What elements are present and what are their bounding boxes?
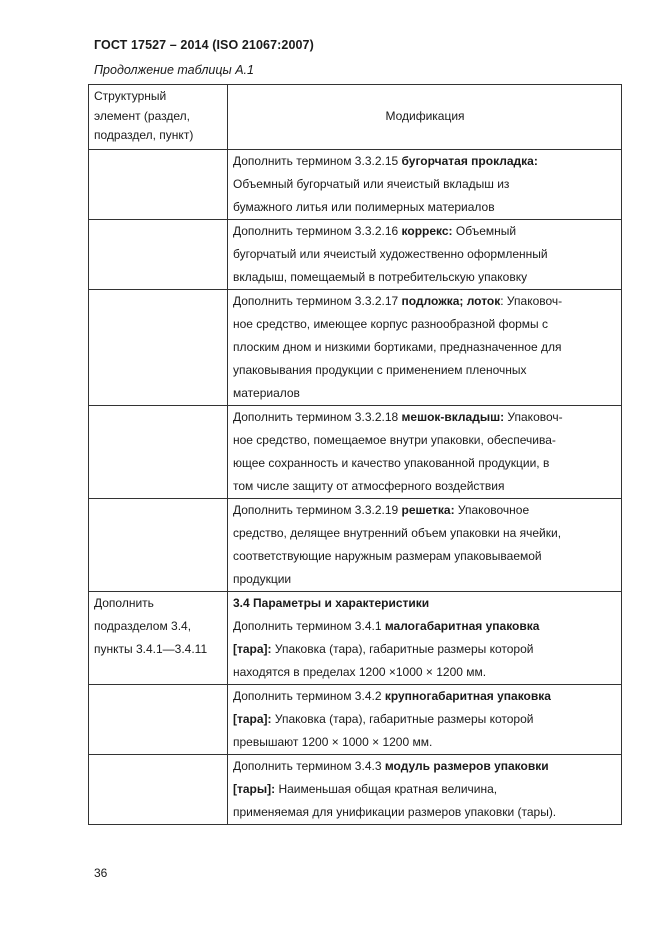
structural-element-cell — [89, 219, 228, 289]
modification-cell — [228, 405, 622, 498]
modification-line — [233, 359, 617, 382]
modification-line — [233, 290, 617, 313]
modification-line — [233, 452, 617, 475]
modification-line — [233, 545, 617, 568]
column-header-line: элемент (раздел, — [94, 108, 190, 123]
table-row — [89, 754, 622, 824]
modification-text: Упаковочное — [454, 502, 530, 517]
modification-line — [233, 429, 617, 452]
modification-text: плоским дном и низкими бортиками, предназначенное для — [233, 339, 562, 354]
table-header-row — [89, 85, 622, 150]
structural-element-line: подразделом 3.4, — [94, 618, 192, 633]
term-name: крупногабаритная упаковка — [384, 688, 551, 703]
modification-text: Упаковка (тара), габаритные размеры которой — [271, 711, 534, 726]
modification-cell — [228, 149, 622, 219]
structural-element-line: Дополнить — [94, 595, 154, 610]
column-header-modification: Модификация — [228, 85, 622, 150]
modification-line — [233, 708, 617, 731]
table-row — [89, 149, 622, 219]
table-caption: Продолжение таблицы А.1 — [94, 63, 254, 77]
term-name: [тара]: — [233, 711, 272, 726]
modification-text: : Упаковоч- — [500, 293, 563, 308]
column-header-line: подраздел, пункт) — [94, 128, 194, 142]
term-name: малогабаритная упаковка — [384, 618, 540, 633]
modification-line — [233, 336, 617, 359]
modification-line — [233, 150, 617, 173]
modification-line — [233, 243, 617, 266]
modification-text: бумажного литья или полимерных материалов — [233, 199, 495, 214]
structural-element-cell — [89, 149, 228, 219]
modification-line — [233, 382, 617, 405]
modification-line — [233, 196, 617, 219]
term-name: [тары]: — [233, 781, 276, 796]
structural-element-cell — [89, 591, 228, 684]
modification-text: Упаковка (тара), габаритные размеры которой — [271, 641, 534, 656]
modification-cell — [228, 498, 622, 591]
modification-text: Дополнить термином 3.3.2.16 — [233, 223, 402, 238]
table-row — [89, 289, 622, 405]
page-number: 36 — [94, 866, 108, 880]
modification-line — [233, 313, 617, 336]
modification-text: Дополнить термином 3.4.3 — [233, 758, 385, 773]
document-header: ГОСТ 17527 – 2014 (ISO 21067:2007) — [94, 38, 314, 52]
table-row — [89, 498, 622, 591]
modification-text: ющее сохранность и качество упакованной продукции, в — [233, 455, 550, 470]
modification-cell — [228, 591, 622, 684]
modification-text: Дополнить термином 3.3.2.15 — [233, 153, 402, 168]
term-name: бугорчатая прокладка: — [401, 153, 538, 168]
structural-element-cell — [89, 754, 228, 824]
modification-line — [233, 685, 617, 708]
modification-line — [233, 638, 617, 661]
structural-element-cell — [89, 405, 228, 498]
modification-line — [233, 592, 617, 615]
modification-line — [233, 731, 617, 754]
modification-text: упаковывания продукции с применением пленочных — [233, 362, 527, 377]
term-name: коррекс: — [401, 223, 453, 238]
structural-element-cell — [89, 498, 228, 591]
table-row — [89, 219, 622, 289]
modification-text: материалов — [233, 385, 300, 400]
modification-text: том числе защиту от атмосферного воздействия — [233, 478, 505, 493]
term-name: 3.4 Параметры и характеристики — [233, 595, 430, 610]
modification-line — [233, 522, 617, 545]
modification-line — [233, 406, 617, 429]
modification-text: соответствующие наружным размерам упаковываемой — [233, 548, 542, 563]
modification-text: Объемный бугорчатый или ячеистый вкладыш из — [233, 176, 510, 191]
modification-line — [233, 615, 617, 638]
term-name: мешок-вкладыш: — [401, 409, 505, 424]
modification-text: бугорчатый или ячеистый художественно оформленный — [233, 246, 548, 261]
modification-text: превышают 1200 × 1000 × 1200 мм. — [233, 734, 433, 749]
modification-line — [233, 475, 617, 498]
table-row — [89, 405, 622, 498]
term-name: подложка; лоток — [401, 293, 501, 308]
modification-line — [233, 801, 617, 824]
modification-text: продукции — [233, 571, 292, 586]
column-header-line: Структурный — [94, 89, 167, 103]
structural-element-line: пункты 3.4.1—3.4.11 — [94, 641, 208, 656]
table-row — [89, 591, 622, 684]
table-body — [89, 149, 622, 824]
modification-line — [233, 499, 617, 522]
modification-table — [88, 84, 622, 825]
modification-text: Дополнить термином 3.3.2.19 — [233, 502, 402, 517]
modification-line — [233, 266, 617, 289]
modification-text: ное средство, помещаемое внутри упаковки, обеспечива- — [233, 432, 556, 447]
modification-cell — [228, 219, 622, 289]
modification-text: Дополнить термином 3.3.2.17 — [233, 293, 402, 308]
modification-text: применяемая для унификации размеров упаковки (тары). — [233, 804, 557, 819]
modification-text: находятся в пределах 1200 ×1000 × 1200 мм. — [233, 664, 487, 679]
modification-text: Наименьшая общая кратная величина, — [275, 781, 498, 796]
modification-text: Дополнить термином 3.4.1 — [233, 618, 385, 633]
modification-text: ное средство, имеющее корпус разнообразной формы с — [233, 316, 548, 331]
modification-text: средство, делящее внутренний объем упаковки на ячейки, — [233, 525, 562, 540]
structural-element-cell — [89, 289, 228, 405]
modification-line — [233, 661, 617, 684]
modification-line — [233, 220, 617, 243]
modification-line — [233, 755, 617, 778]
modification-cell — [228, 754, 622, 824]
structural-element-cell — [89, 684, 228, 754]
modification-line — [233, 568, 617, 591]
term-name: [тара]: — [233, 641, 272, 656]
modification-cell — [228, 684, 622, 754]
modification-text: Упаковоч- — [504, 409, 563, 424]
column-header-structural-element — [89, 85, 228, 150]
modification-text: вкладыш, помещаемый в потребительскую упаковку — [233, 269, 528, 284]
modification-line — [233, 173, 617, 196]
modification-line — [233, 778, 617, 801]
term-name: решетка: — [401, 502, 455, 517]
modification-text: Объемный — [452, 223, 517, 238]
modification-text: Дополнить термином 3.4.2 — [233, 688, 385, 703]
modification-text: Дополнить термином 3.3.2.18 — [233, 409, 402, 424]
term-name: модуль размеров упаковки — [384, 758, 549, 773]
table-row — [89, 684, 622, 754]
modification-cell — [228, 289, 622, 405]
